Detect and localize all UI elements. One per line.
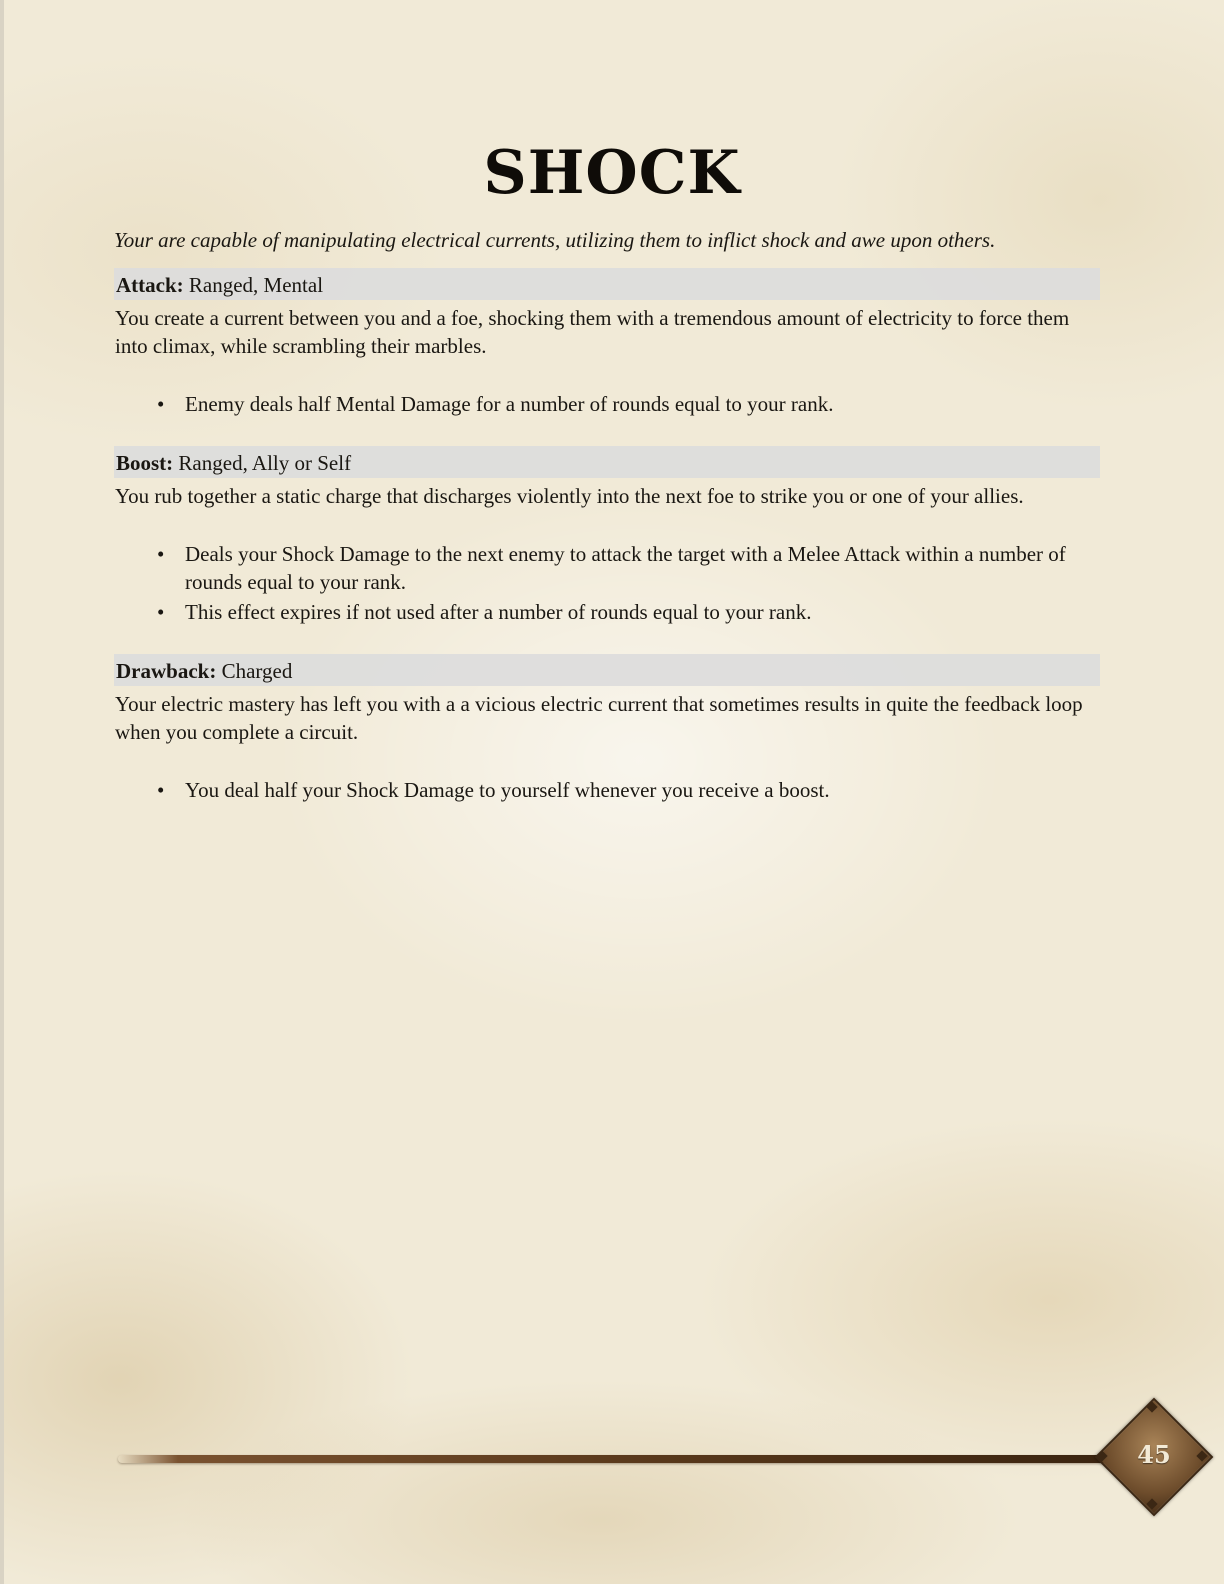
bullet-list [114,776,1100,804]
section-label: Drawback: [116,659,217,683]
content-column [114,226,1100,832]
section-value: Ranged, Ally or Self [178,451,352,475]
bullet-list [114,390,1100,418]
page-number: 45 [1137,1440,1171,1469]
section-body: You create a current between you and a foe, shocking them with a tremendous amount of electricity to force them into climax, while scrambling their marbles. [115,306,1070,358]
section-value: Ranged, Mental [188,273,324,297]
page-edge [0,0,4,1584]
section-label: Attack: [116,273,184,297]
bullet-item: • You deal half your Shock Damage to yourself whenever you receive a boost. [114,776,1100,804]
bullet-item: • Enemy deals half Mental Damage for a number of rounds equal to your rank. [114,390,1100,418]
section-attack [114,268,1100,418]
section-header [114,654,1100,686]
bullet-item: • This effect expires if not used after a number of rounds equal to your rank. [114,598,1100,626]
section-header [114,268,1100,300]
section-drawback [114,654,1100,804]
footer-divider [118,1455,1118,1463]
bullet-list [114,540,1100,626]
intro-text: Your are capable of manipulating electrical currents, utilizing them to inflict shock and awe upon others. [114,228,996,252]
section-body: You rub together a static charge that discharges violently into the next foe to strike you or one of your allies. [115,484,1024,508]
section-label: Boost: [116,451,174,475]
section-boost [114,446,1100,626]
section-header [114,446,1100,478]
bullet-item: • Deals your Shock Damage to the next enemy to attack the target with a Melee Attack within a number of rounds equal to your rank. [114,540,1100,596]
page-title: SHOCK [483,138,741,208]
section-value: Charged [221,659,293,683]
section-body: Your electric mastery has left you with a a vicious electric current that sometimes results in quite the feedback loop when you complete a circuit. [115,692,1083,744]
